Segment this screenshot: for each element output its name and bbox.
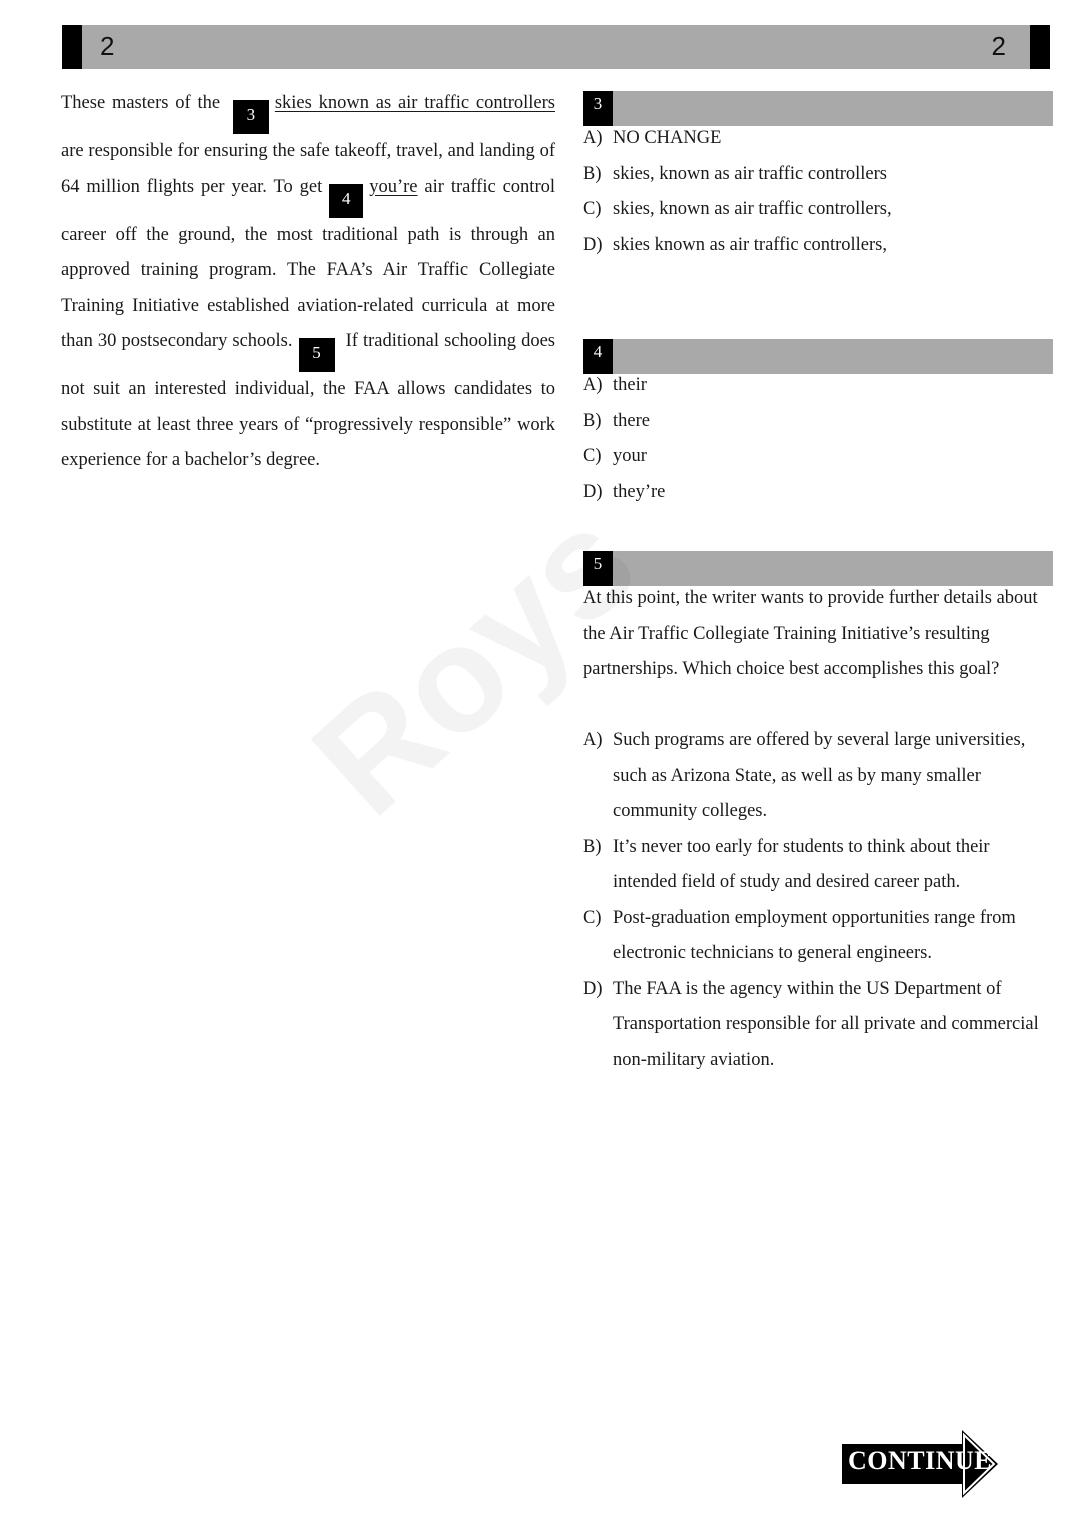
question-4-options <box>583 368 1058 510</box>
option-text: The FAA is the agency within the US Department of Transportation responsible for all private and commercial non-military aviation. <box>613 978 1039 1070</box>
section-number-left: 2 <box>100 31 115 61</box>
passage-segment-2: are responsible for ensuring the safe takeoff, travel, and landing of 64 million flights per year. To get <box>61 141 555 197</box>
question-5-option-b[interactable] <box>583 830 1053 901</box>
section-number-right: 2 <box>991 31 1006 61</box>
question-4-option-b[interactable] <box>583 404 1058 440</box>
option-text: Such programs are offered by several large universities, such as Arizona State, as well as by many smaller community colleges. <box>613 730 1026 821</box>
question-3-marker[interactable]: 3 <box>233 100 269 134</box>
option-letter: B) <box>583 836 602 857</box>
option-text: It’s never too early for students to think about their intended field of study and desired career path. <box>613 836 990 892</box>
option-text: skies known as air traffic controllers, <box>613 234 887 255</box>
question-3-option-b[interactable] <box>583 157 1058 193</box>
option-text: there <box>613 410 650 431</box>
question-5-marker[interactable]: 5 <box>299 338 335 372</box>
question-4-option-a[interactable] <box>583 368 1058 404</box>
option-letter: A) <box>583 128 603 148</box>
passage-segment-4: If traditional schooling does not suit an interested individual, the FAA allows candidates to substitute at least three years of “progressively responsible” work experience for a bachelor’s degree. <box>61 331 555 470</box>
question-3-option-c[interactable] <box>583 192 1058 228</box>
header-right-block <box>1030 25 1050 69</box>
option-letter: B) <box>583 410 602 431</box>
question-4-number: 4 <box>583 339 613 374</box>
question-3-options <box>583 121 1058 263</box>
option-letter: D) <box>583 978 603 999</box>
option-text: NO CHANGE <box>613 128 722 148</box>
option-letter: C) <box>583 446 602 466</box>
section-header-bar <box>62 25 1050 69</box>
passage-segment-1: These masters of the <box>61 93 227 113</box>
question-5-number: 5 <box>583 551 613 586</box>
option-text: your <box>613 446 647 466</box>
question-5-option-a[interactable] <box>583 723 1053 830</box>
question-5-option-d[interactable] <box>583 972 1053 1079</box>
continue-button[interactable] <box>842 1430 1000 1498</box>
option-text: they’re <box>613 481 666 502</box>
question-4-option-d[interactable] <box>583 475 1058 511</box>
continue-label: CONTINUE <box>848 1446 993 1475</box>
question-3-option-a[interactable] <box>583 121 1058 157</box>
question-5-option-c[interactable] <box>583 901 1053 972</box>
option-letter: D) <box>583 234 603 255</box>
option-letter: D) <box>583 481 603 502</box>
option-text: skies, known as air traffic controllers, <box>613 199 892 219</box>
question-4-marker[interactable]: 4 <box>329 184 363 218</box>
question-3-number: 3 <box>583 91 613 126</box>
option-letter: A) <box>583 375 603 395</box>
question-5-options <box>583 723 1053 1078</box>
option-letter: C) <box>583 907 602 928</box>
question-4-underlined-text: you’re <box>369 176 418 197</box>
header-left-block <box>62 25 82 69</box>
option-text: Post-graduation employment opportunities range from electronic technicians to general engineers. <box>613 907 1016 963</box>
question-4-option-c[interactable] <box>583 439 1058 475</box>
option-letter: B) <box>583 163 602 184</box>
question-3-option-d[interactable] <box>583 228 1058 264</box>
option-letter: C) <box>583 199 602 219</box>
option-text: skies, known as air traffic controllers <box>613 163 887 184</box>
option-text: their <box>613 375 647 395</box>
question-3-underlined-text: skies known as air traffic controllers <box>274 93 555 113</box>
question-5-prompt: At this point, the writer wants to provide further details about the Air Traffic Collegiate Training Initiative’s resulting partnerships. Which choice best accomplishes this goal? <box>583 588 1038 679</box>
option-letter: A) <box>583 730 603 750</box>
passage-text <box>61 86 555 479</box>
passage-segment-3: air traffic control career off the ground, the most traditional path is through an approved training program. The FAA’s Air Traffic Collegiate Training Initiative established aviation-related curricula at more than 30 postsecondary schools. <box>61 176 555 351</box>
